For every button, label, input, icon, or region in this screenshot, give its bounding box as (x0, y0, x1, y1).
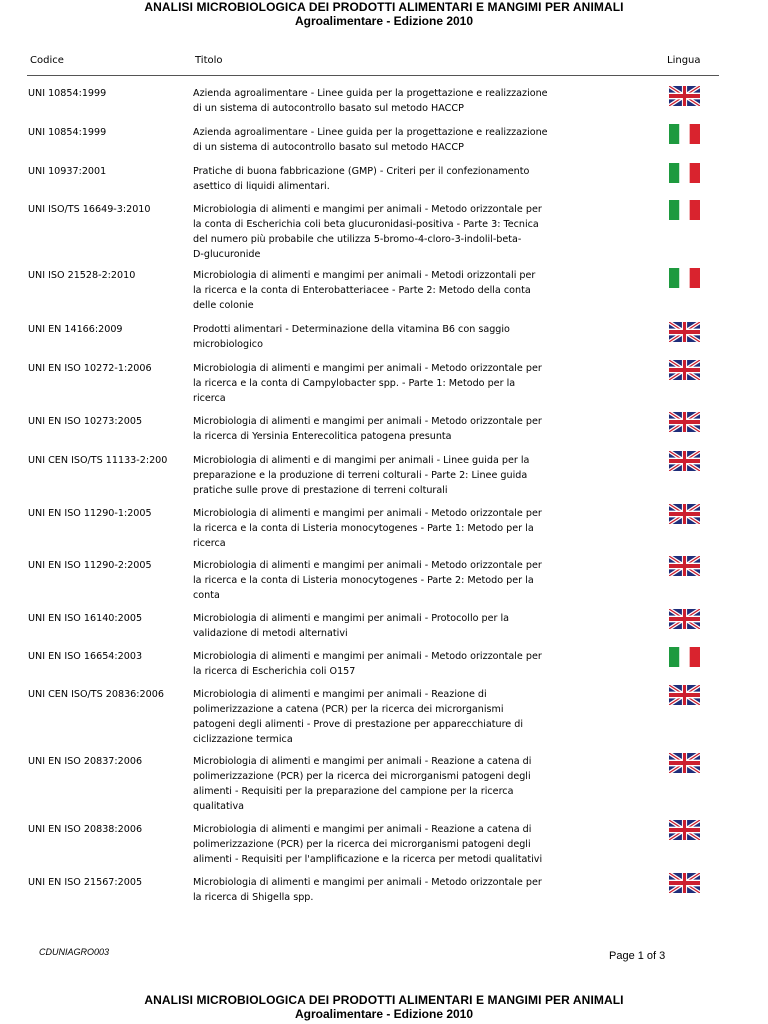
footer-document-code: CDUNIAGRO003 (39, 947, 110, 957)
next-page-title: ANALISI MICROBIOLOGICA DEI PRODOTTI ALIMENTARI E MANGIMI PER ANIMALI (144, 993, 624, 1007)
column-header-code: Codice (30, 55, 64, 66)
standard-title (193, 86, 593, 116)
next-page-header (0, 993, 768, 1021)
footer-page-number: Page 1 of 3 (609, 950, 666, 962)
standard-title (193, 754, 593, 814)
uk-flag-icon (669, 412, 700, 432)
standard-title-line: Azienda agroalimentare - Linee guida per la progettazione e realizzazione (193, 127, 548, 138)
column-header-title: Titolo (195, 55, 223, 66)
standard-code: UNI ISO/TS 16649-3:2010 (28, 204, 151, 215)
standard-title (193, 611, 593, 641)
standard-title-line: la ricerca e la conta di Enterobatteriacee - Parte 2: Metodo della conta (193, 285, 531, 296)
standard-title-line: di un sistema di autocontrollo basato sul metodo HACCP (193, 142, 464, 153)
standard-title-line: Microbiologia di alimenti e mangimi per animali - Metodo orizzontale per (193, 204, 542, 215)
uk-flag-icon (669, 609, 700, 629)
standard-title-line: polimerizzazione a catena (PCR) per la ricerca dei microrganismi (193, 704, 504, 715)
standard-title-line: Microbiologia di alimenti e mangimi per animali - Metodo orizzontale per (193, 363, 542, 374)
italy-flag-icon (669, 647, 700, 667)
standard-code: UNI CEN ISO/TS 20836:2006 (28, 689, 164, 700)
standard-title (193, 506, 593, 551)
standard-title-line: pratiche sulle prove di prestazione di terreni colturali (193, 485, 448, 496)
standard-code: UNI 10937:2001 (28, 166, 107, 177)
document-title: ANALISI MICROBIOLOGICA DEI PRODOTTI ALIMENTARI E MANGIMI PER ANIMALI (144, 0, 624, 14)
standard-code: UNI EN 14166:2009 (28, 324, 123, 335)
document-subtitle: Agroalimentare - Edizione 2010 (294, 14, 474, 28)
standard-title-line: validazione di metodi alternativi (193, 628, 348, 639)
standard-title-line: Microbiologia di alimenti e mangimi per animali - Protocollo per la (193, 613, 510, 624)
uk-flag-icon (669, 86, 700, 106)
standard-title-line: asettico di liquidi alimentari. (193, 181, 330, 192)
standard-title-line: Microbiologia di alimenti e di mangimi per animali - Linee guida per la (193, 455, 530, 466)
standard-code: UNI ISO 21528-2:2010 (28, 270, 136, 281)
standard-title-line: alimenti - Requisiti per l'amplificazione e la ricerca per metodi qualitativi (193, 854, 543, 865)
standard-title-line: ciclizzazione termica (193, 734, 293, 745)
standard-title-line: la conta di Escherichia coli beta glucuronidasi-positiva - Parte 3: Tecnica (193, 219, 539, 230)
standard-title-line: di un sistema di autocontrollo basato sul metodo HACCP (193, 103, 464, 114)
standard-title (193, 453, 593, 498)
standard-title-line: la ricerca di Shigella spp. (193, 892, 314, 903)
standard-title-line: Microbiologia di alimenti e mangimi per animali - Metodo orizzontale per (193, 877, 542, 888)
standard-title-line: la ricerca e la conta di Listeria monocytogenes - Parte 1: Metodo per la (193, 523, 534, 534)
column-header-language: Lingua (667, 55, 701, 66)
standard-title-line: Microbiologia di alimenti e mangimi per animali - Metodi orizzontali per (193, 270, 536, 281)
standard-title-line: Microbiologia di alimenti e mangimi per animali - Reazione a catena di (193, 824, 532, 835)
standard-title-line: Microbiologia di alimenti e mangimi per animali - Metodo orizzontale per (193, 508, 542, 519)
standard-code: UNI EN ISO 20838:2006 (28, 824, 143, 835)
standard-title-line: ricerca (193, 538, 226, 549)
standard-title-line: Prodotti alimentari - Determinazione della vitamina B6 con saggio (193, 324, 510, 335)
standard-title-line: delle colonie (193, 300, 254, 311)
uk-flag-icon (669, 820, 700, 840)
uk-flag-icon (669, 753, 700, 773)
standard-title-line: la ricerca di Yersinia Enterecolitica patogena presunta (193, 431, 452, 442)
standard-title-line: la ricerca di Escherichia coli O157 (193, 666, 356, 677)
standard-title-line: qualitativa (193, 801, 245, 812)
standard-code: UNI EN ISO 11290-2:2005 (28, 560, 152, 571)
standard-title-line: Microbiologia di alimenti e mangimi per animali - Reazione a catena di (193, 756, 532, 767)
uk-flag-icon (669, 360, 700, 380)
uk-flag-icon (669, 556, 700, 576)
document-header (0, 0, 768, 28)
uk-flag-icon (669, 504, 700, 524)
standard-code: UNI EN ISO 10273:2005 (28, 416, 143, 427)
standard-title-line: conta (193, 590, 220, 601)
standard-title (193, 361, 593, 406)
standard-title (193, 202, 593, 262)
italy-flag-icon (669, 200, 700, 220)
standard-title (193, 414, 593, 444)
standard-code: UNI 10854:1999 (28, 88, 107, 99)
next-page-subtitle: Agroalimentare - Edizione 2010 (294, 1007, 474, 1021)
standard-title-line: Pratiche di buona fabbricazione (GMP) - Criteri per il confezionamento (193, 166, 530, 177)
italy-flag-icon (669, 268, 700, 288)
standard-title-line: Microbiologia di alimenti e mangimi per animali - Reazione di (193, 689, 487, 700)
uk-flag-icon (669, 322, 700, 342)
standard-title (193, 268, 593, 313)
standard-title-line: Microbiologia di alimenti e mangimi per animali - Metodo orizzontale per (193, 651, 542, 662)
standard-title (193, 125, 593, 155)
standard-title-line: patogeni degli alimenti - Prove di prestazione per apparecchiature di (193, 719, 524, 730)
standard-title (193, 687, 593, 747)
italy-flag-icon (669, 124, 700, 144)
standard-code: UNI EN ISO 10272-1:2006 (28, 363, 152, 374)
standard-title-line: polimerizzazione (PCR) per la ricerca dei microrganismi patogeni degli (193, 839, 531, 850)
standard-title-line: Azienda agroalimentare - Linee guida per la progettazione e realizzazione (193, 88, 548, 99)
header-divider (27, 75, 719, 76)
standard-title (193, 558, 593, 603)
standard-title-line: D-glucuronide (193, 249, 261, 260)
standard-title (193, 164, 593, 194)
standard-code: UNI EN ISO 16140:2005 (28, 613, 143, 624)
standard-title-line: la ricerca e la conta di Listeria monocytogenes - Parte 2: Metodo per la (193, 575, 534, 586)
standard-title (193, 649, 593, 679)
italy-flag-icon (669, 163, 700, 183)
uk-flag-icon (669, 873, 700, 893)
standard-title-line: la ricerca e la conta di Campylobacter spp. - Parte 1: Metodo per la (193, 378, 516, 389)
standard-title-line: preparazione e la produzione di terreni colturali - Parte 2: Linee guida (193, 470, 528, 481)
standard-title-line: del numero più probabile che utilizza 5-bromo-4-cloro-3-indolil-beta- (193, 234, 522, 245)
standard-code: UNI 10854:1999 (28, 127, 107, 138)
standard-title-line: Microbiologia di alimenti e mangimi per animali - Metodo orizzontale per (193, 416, 542, 427)
standard-title-line: microbiologico (193, 339, 263, 350)
standard-code: UNI EN ISO 20837:2006 (28, 756, 143, 767)
standard-code: UNI EN ISO 21567:2005 (28, 877, 143, 888)
uk-flag-icon (669, 451, 700, 471)
standard-title-line: alimenti - Requisiti per la preparazione del campione per la ricerca (193, 786, 514, 797)
standard-title (193, 822, 593, 867)
standard-code: UNI EN ISO 16654:2003 (28, 651, 143, 662)
standard-title-line: ricerca (193, 393, 226, 404)
standard-title-line: polimerizzazione (PCR) per la ricerca dei microrganismi patogeni degli (193, 771, 531, 782)
standard-code: UNI EN ISO 11290-1:2005 (28, 508, 152, 519)
uk-flag-icon (669, 685, 700, 705)
standard-title (193, 875, 593, 905)
standard-title-line: Microbiologia di alimenti e mangimi per animali - Metodo orizzontale per (193, 560, 542, 571)
standard-title (193, 322, 593, 352)
standard-code: UNI CEN ISO/TS 11133-2:200 (28, 455, 168, 466)
